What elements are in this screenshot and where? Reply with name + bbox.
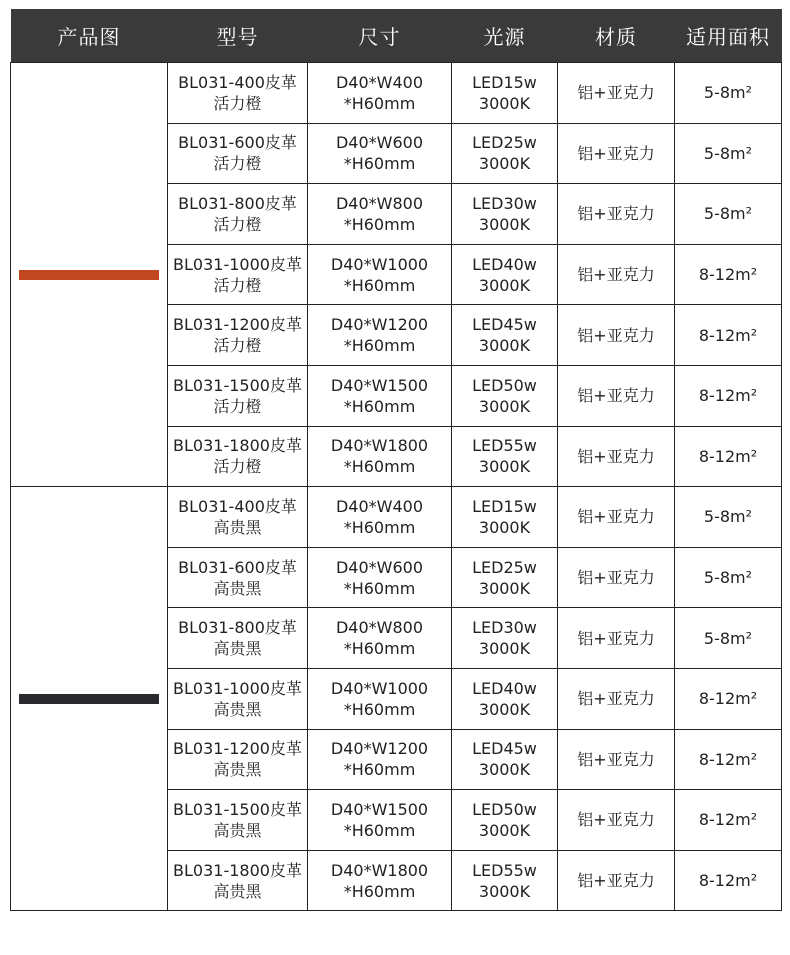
size-cell xyxy=(308,244,452,305)
light-power: LED30w xyxy=(472,193,537,213)
model-color: 高贵黑 xyxy=(213,881,262,901)
size-dimensions: D40*W1800 xyxy=(330,436,429,456)
area-cell: 8-12m² xyxy=(675,790,782,851)
light-cell xyxy=(452,668,558,729)
material-cell: 铝+亚克力 xyxy=(558,63,675,124)
model-color: 高贵黑 xyxy=(213,517,262,537)
model-color: 高贵黑 xyxy=(213,578,262,598)
header-area: 适用面积 xyxy=(675,9,782,63)
material-cell: 铝+亚克力 xyxy=(558,608,675,669)
size-dimensions: D40*W600 xyxy=(335,557,424,577)
light-cell xyxy=(452,729,558,790)
product-image-orange-bar xyxy=(19,270,159,280)
size-height: *H60mm xyxy=(343,457,416,477)
size-cell xyxy=(308,123,452,184)
size-height: *H60mm xyxy=(343,214,416,234)
material-cell: 铝+亚克力 xyxy=(558,487,675,548)
product-image-cell xyxy=(11,63,168,487)
light-power: LED15w xyxy=(472,72,537,92)
area-cell: 5-8m² xyxy=(675,184,782,245)
size-height: *H60mm xyxy=(343,396,416,416)
model-name: BL031-1500皮革 xyxy=(173,799,302,819)
model-color: 活力橙 xyxy=(213,214,262,234)
size-height: *H60mm xyxy=(343,760,416,780)
model-name: BL031-1800皮革 xyxy=(173,436,302,456)
model-color: 活力橙 xyxy=(213,396,262,416)
area-cell: 5-8m² xyxy=(675,123,782,184)
size-cell xyxy=(308,365,452,426)
size-dimensions: D40*W1800 xyxy=(330,860,429,880)
light-cct: 3000K xyxy=(478,336,531,356)
model-name: BL031-800皮革 xyxy=(178,618,297,638)
light-cct: 3000K xyxy=(478,93,531,113)
model-cell xyxy=(168,305,308,366)
light-cell xyxy=(452,790,558,851)
size-height: *H60mm xyxy=(343,881,416,901)
model-color: 高贵黑 xyxy=(213,760,262,780)
size-cell xyxy=(308,608,452,669)
header-size: 尺寸 xyxy=(308,9,452,63)
model-cell xyxy=(168,184,308,245)
light-cct: 3000K xyxy=(478,760,531,780)
model-color: 活力橙 xyxy=(213,275,262,295)
light-power: LED45w xyxy=(472,739,537,759)
size-dimensions: D40*W1000 xyxy=(330,254,429,274)
table-header xyxy=(11,9,782,63)
size-height: *H60mm xyxy=(343,639,416,659)
model-name: BL031-1000皮革 xyxy=(173,678,302,698)
size-dimensions: D40*W800 xyxy=(335,618,424,638)
size-cell xyxy=(308,63,452,124)
size-cell xyxy=(308,729,452,790)
model-name: BL031-1200皮革 xyxy=(173,739,302,759)
model-name: BL031-1500皮革 xyxy=(173,375,302,395)
material-cell: 铝+亚克力 xyxy=(558,668,675,729)
size-cell xyxy=(308,487,452,548)
light-power: LED55w xyxy=(472,860,537,880)
area-cell: 8-12m² xyxy=(675,668,782,729)
light-cell xyxy=(452,123,558,184)
light-power: LED25w xyxy=(472,133,537,153)
model-cell xyxy=(168,850,308,911)
light-power: LED40w xyxy=(472,678,537,698)
spec-table xyxy=(10,9,782,911)
model-color: 高贵黑 xyxy=(213,699,262,719)
model-cell xyxy=(168,729,308,790)
table-row xyxy=(11,487,782,548)
model-name: BL031-1200皮革 xyxy=(173,315,302,335)
area-cell: 5-8m² xyxy=(675,608,782,669)
area-cell: 8-12m² xyxy=(675,244,782,305)
material-cell: 铝+亚克力 xyxy=(558,184,675,245)
light-power: LED45w xyxy=(472,315,537,335)
size-dimensions: D40*W400 xyxy=(335,496,424,516)
light-cell xyxy=(452,547,558,608)
size-cell xyxy=(308,790,452,851)
header-image: 产品图 xyxy=(11,9,168,63)
area-cell: 5-8m² xyxy=(675,547,782,608)
material-cell: 铝+亚克力 xyxy=(558,244,675,305)
model-cell xyxy=(168,668,308,729)
area-cell: 5-8m² xyxy=(675,63,782,124)
area-cell: 8-12m² xyxy=(675,365,782,426)
size-cell xyxy=(308,184,452,245)
header-light: 光源 xyxy=(452,9,558,63)
size-cell xyxy=(308,547,452,608)
light-cct: 3000K xyxy=(478,820,531,840)
size-height: *H60mm xyxy=(343,93,416,113)
model-cell xyxy=(168,547,308,608)
size-cell xyxy=(308,850,452,911)
area-cell: 8-12m² xyxy=(675,426,782,487)
table-row xyxy=(11,63,782,124)
area-cell: 8-12m² xyxy=(675,305,782,366)
size-dimensions: D40*W1500 xyxy=(330,375,429,395)
size-height: *H60mm xyxy=(343,699,416,719)
light-power: LED55w xyxy=(472,436,537,456)
light-cell xyxy=(452,850,558,911)
model-color: 活力橙 xyxy=(213,93,262,113)
model-name: BL031-400皮革 xyxy=(178,72,297,92)
light-cct: 3000K xyxy=(478,214,531,234)
light-cell xyxy=(452,487,558,548)
material-cell: 铝+亚克力 xyxy=(558,123,675,184)
light-cell xyxy=(452,426,558,487)
size-height: *H60mm xyxy=(343,336,416,356)
header-model: 型号 xyxy=(168,9,308,63)
light-cell xyxy=(452,244,558,305)
material-cell: 铝+亚克力 xyxy=(558,305,675,366)
size-dimensions: D40*W1200 xyxy=(330,739,429,759)
area-cell: 8-12m² xyxy=(675,729,782,790)
light-power: LED50w xyxy=(472,375,537,395)
light-power: LED15w xyxy=(472,496,537,516)
light-cct: 3000K xyxy=(478,881,531,901)
light-power: LED25w xyxy=(472,557,537,577)
size-dimensions: D40*W600 xyxy=(335,133,424,153)
model-color: 活力橙 xyxy=(213,154,262,174)
size-height: *H60mm xyxy=(343,578,416,598)
area-cell: 8-12m² xyxy=(675,850,782,911)
material-cell: 铝+亚克力 xyxy=(558,729,675,790)
light-cell xyxy=(452,608,558,669)
size-dimensions: D40*W1000 xyxy=(330,678,429,698)
model-cell xyxy=(168,608,308,669)
light-cell xyxy=(452,63,558,124)
light-power: LED40w xyxy=(472,254,537,274)
material-cell: 铝+亚克力 xyxy=(558,426,675,487)
table-body xyxy=(11,63,782,911)
light-power: LED50w xyxy=(472,799,537,819)
size-height: *H60mm xyxy=(343,275,416,295)
size-cell xyxy=(308,305,452,366)
model-cell xyxy=(168,123,308,184)
header-material: 材质 xyxy=(558,9,675,63)
model-color: 活力橙 xyxy=(213,457,262,477)
model-cell xyxy=(168,63,308,124)
model-cell xyxy=(168,365,308,426)
size-height: *H60mm xyxy=(343,154,416,174)
size-dimensions: D40*W1500 xyxy=(330,799,429,819)
size-height: *H60mm xyxy=(343,820,416,840)
light-cct: 3000K xyxy=(478,154,531,174)
light-cct: 3000K xyxy=(478,578,531,598)
light-cct: 3000K xyxy=(478,396,531,416)
model-cell xyxy=(168,426,308,487)
light-cell xyxy=(452,305,558,366)
model-name: BL031-1000皮革 xyxy=(173,254,302,274)
material-cell: 铝+亚克力 xyxy=(558,365,675,426)
size-dimensions: D40*W800 xyxy=(335,193,424,213)
light-cct: 3000K xyxy=(478,457,531,477)
model-color: 高贵黑 xyxy=(213,639,262,659)
model-cell xyxy=(168,244,308,305)
model-color: 活力橙 xyxy=(213,336,262,356)
light-cell xyxy=(452,365,558,426)
light-cct: 3000K xyxy=(478,275,531,295)
light-cell xyxy=(452,184,558,245)
size-cell xyxy=(308,668,452,729)
model-cell xyxy=(168,790,308,851)
size-dimensions: D40*W1200 xyxy=(330,315,429,335)
area-cell: 5-8m² xyxy=(675,487,782,548)
model-color: 高贵黑 xyxy=(213,820,262,840)
product-image-cell xyxy=(11,487,168,911)
light-cct: 3000K xyxy=(478,517,531,537)
light-cct: 3000K xyxy=(478,699,531,719)
light-power: LED30w xyxy=(472,618,537,638)
material-cell: 铝+亚克力 xyxy=(558,850,675,911)
product-image-black-bar xyxy=(19,694,159,704)
size-cell xyxy=(308,426,452,487)
material-cell: 铝+亚克力 xyxy=(558,547,675,608)
material-cell: 铝+亚克力 xyxy=(558,790,675,851)
light-cct: 3000K xyxy=(478,639,531,659)
model-name: BL031-800皮革 xyxy=(178,193,297,213)
model-name: BL031-400皮革 xyxy=(178,496,297,516)
model-name: BL031-600皮革 xyxy=(178,133,297,153)
model-name: BL031-1800皮革 xyxy=(173,860,302,880)
model-cell xyxy=(168,487,308,548)
model-name: BL031-600皮革 xyxy=(178,557,297,577)
size-height: *H60mm xyxy=(343,517,416,537)
size-dimensions: D40*W400 xyxy=(335,72,424,92)
